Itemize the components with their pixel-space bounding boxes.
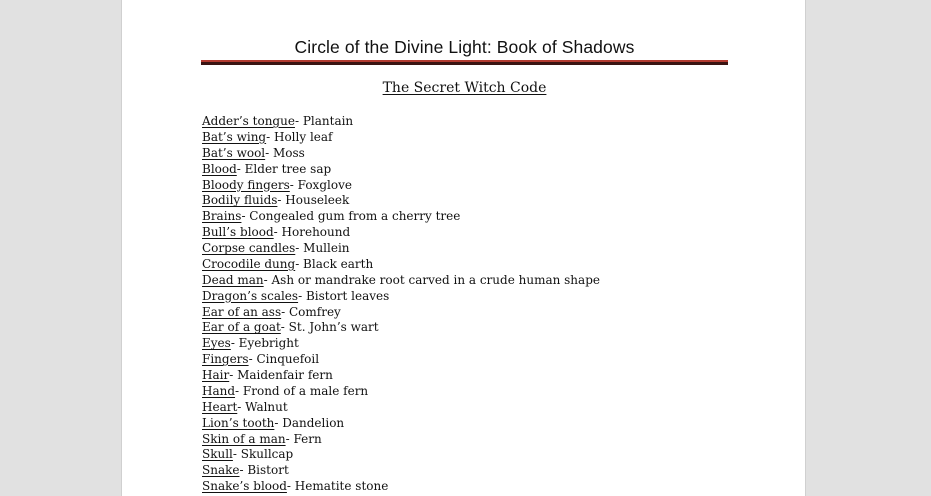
code-meaning: - Maidenfair fern (229, 368, 333, 382)
page-header-title: Circle of the Divine Light: Book of Shadows (294, 37, 635, 57)
code-term: Crocodile dung (202, 256, 296, 271)
list-item (202, 305, 600, 321)
code-meaning: - Bistort (239, 463, 289, 478)
code-term: Ear of a goat (202, 320, 281, 335)
code-meaning: - Moss (265, 145, 305, 160)
code-term: Eyes (202, 336, 231, 351)
list-item (202, 257, 600, 273)
list-item (202, 479, 600, 495)
list-item (202, 463, 600, 479)
document-page (121, 0, 806, 496)
code-term: Bull’s blood (202, 225, 274, 240)
list-item (202, 416, 600, 432)
list-item (202, 162, 600, 178)
code-meaning: - Ash or mandrake root carved in a crude human shape (263, 272, 600, 287)
code-term: Heart (202, 399, 238, 414)
code-meaning: - Black earth (295, 256, 374, 271)
code-list (202, 114, 600, 495)
code-meaning: - Horehound (273, 225, 351, 240)
code-meaning: - Congealed gum from a cherry tree (241, 209, 461, 224)
code-term: Hand (202, 383, 236, 398)
code-term: Snake’s blood (202, 479, 287, 494)
list-item (202, 209, 600, 225)
code-term: Snake (202, 463, 240, 478)
list-item (202, 193, 600, 209)
list-item (202, 130, 600, 146)
code-term: Brains (202, 209, 242, 224)
code-term: Skull (202, 447, 233, 462)
code-meaning: - Bistort leaves (298, 288, 390, 303)
code-meaning: - Cinquefoil (248, 352, 320, 367)
list-item (202, 273, 600, 289)
list-item (202, 336, 600, 352)
code-term: Ear of an ass (202, 304, 282, 319)
code-meaning: - Frond of a male fern (235, 383, 369, 398)
code-meaning: - St. John’s wart (280, 320, 379, 335)
code-term: Lion’s tooth (202, 415, 275, 430)
code-term: Bat’s wing (202, 129, 267, 144)
list-item (202, 178, 600, 194)
list-item (202, 447, 600, 463)
code-term: Blood (202, 161, 237, 176)
code-meaning: - Plantain (294, 114, 354, 128)
list-item (202, 146, 600, 162)
code-meaning: - Houseleek (277, 193, 350, 208)
code-meaning: - Comfrey (281, 304, 341, 319)
list-item (202, 368, 600, 384)
code-term: Dragon’s scales (202, 288, 299, 303)
code-meaning: - Eyebright (230, 336, 299, 351)
list-item (202, 352, 600, 368)
code-meaning: - Hematite stone (286, 479, 389, 494)
header-divider-line-dark (201, 62, 728, 65)
code-term: Bat’s wool (202, 145, 266, 160)
code-meaning: - Elder tree sap (236, 161, 332, 176)
code-meaning: - Fern (285, 431, 322, 446)
code-meaning: - Foxglove (289, 177, 352, 192)
header-divider (201, 60, 728, 65)
code-term: Fingers (202, 352, 249, 367)
code-term: Bloody fingers (202, 177, 290, 192)
code-term: Adder’s tongue (202, 114, 295, 128)
code-meaning: - Holly leaf (266, 129, 333, 144)
code-meaning: - Mullein (295, 241, 350, 255)
code-term: Skin of a man (202, 431, 286, 446)
list-item (202, 320, 600, 336)
code-meaning: - Skullcap (232, 447, 294, 462)
list-item (202, 114, 600, 130)
list-item (202, 384, 600, 400)
code-term: Hair (202, 368, 230, 382)
code-term: Corpse candles (202, 241, 296, 255)
list-item (202, 289, 600, 305)
code-term: Dead man (202, 272, 264, 287)
list-item (202, 432, 600, 448)
list-item (202, 241, 600, 257)
code-term: Bodily fluids (202, 193, 278, 208)
code-meaning: - Dandelion (274, 415, 345, 430)
list-item (202, 225, 600, 241)
document-heading: The Secret Witch Code (382, 80, 547, 96)
code-meaning: - Walnut (237, 399, 288, 414)
list-item (202, 400, 600, 416)
